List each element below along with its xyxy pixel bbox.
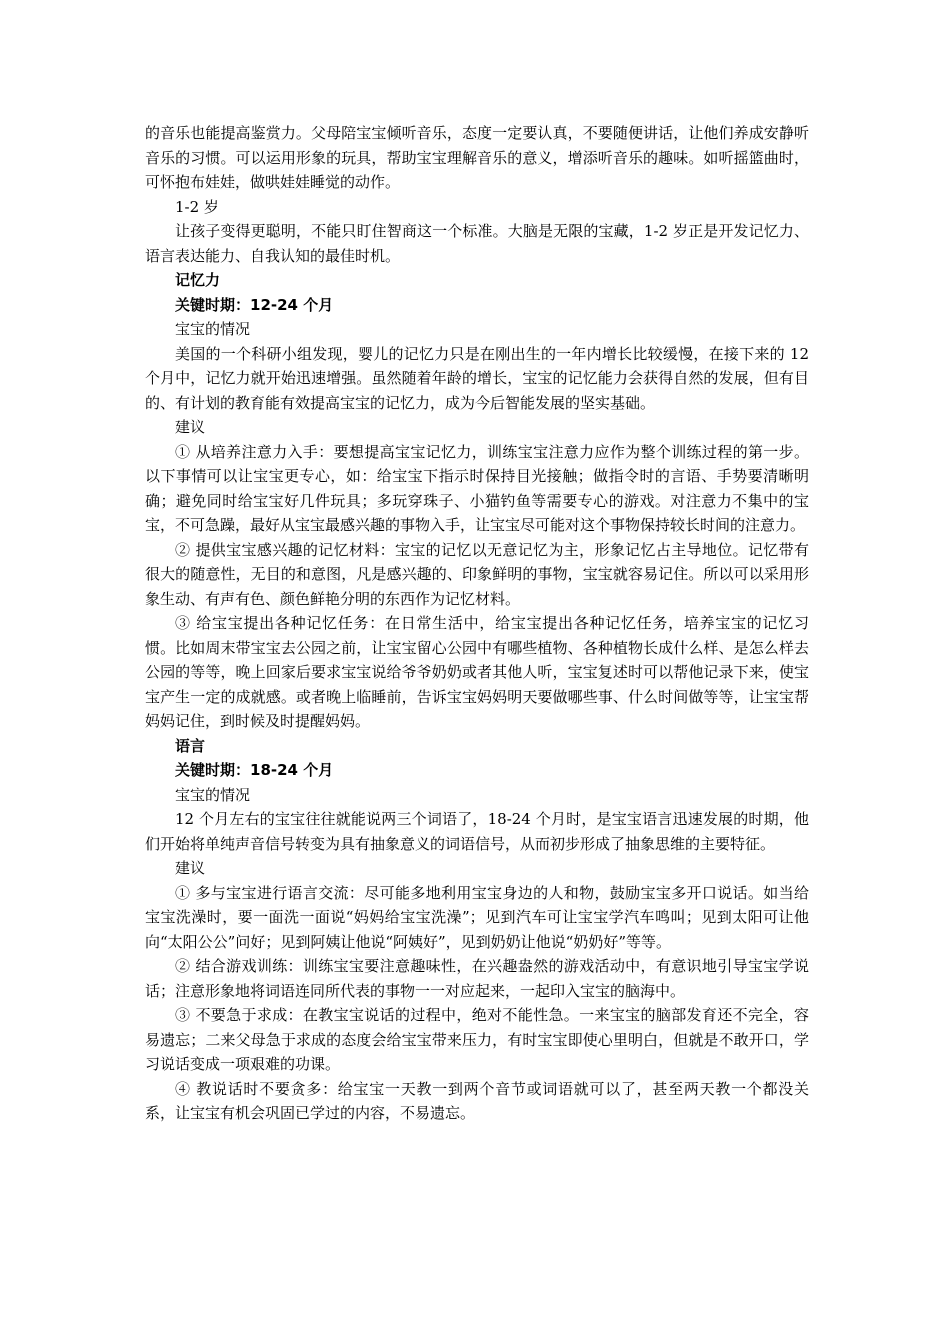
language-advice-item: ① 多与宝宝进行语言交流：尽可能多地利用宝宝身边的人和物，鼓励宝宝多开口说话。如当给宝宝洗澡时，要一面洗一面说“妈妈给宝宝洗澡”；见到汽车可让宝宝学汽车鸣叫；见到太阳可让他向“太阳公公”问好；见到阿姨让他说“阿姨好”，见到奶奶让他说“奶奶好”等等。: [145, 883, 809, 951]
age-intro-paragraph: 让孩子变得更聪明，不能只盯住智商这一个标准。大脑是无限的宝藏，1-2 岁正是开发记忆力、语言表达能力、自我认知的最佳时机。: [145, 222, 809, 265]
memory-situation-text: 美国的一个科研小组发现，婴儿的记忆力只是在刚出生的一年内增长比较缓慢，在接下来的 12 个月中，记忆力就开始迅速增强。虽然随着年龄的增长，宝宝的记忆能力会获得自然的发展，但有目的、有计划的教育能有效提高宝宝的记忆力，成为今后智能发展的坚实基础。: [145, 344, 809, 412]
memory-title: 记忆力: [175, 271, 221, 289]
language-title: 语言: [175, 736, 206, 755]
language-situation-label: 宝宝的情况: [175, 785, 251, 804]
intro-paragraph: 的音乐也能提高鉴赏力。父母陪宝宝倾听音乐，态度一定要认真，不要随便讲话，让他们养成安静听音乐的习惯。可以运用形象的玩具，帮助宝宝理解音乐的意义，增添听音乐的趣味。如听摇篮曲时，可怀抱布娃娃，做哄娃娃睡觉的动作。: [145, 124, 809, 191]
memory-advice-item: ② 提供宝宝感兴趣的记忆材料：宝宝的记忆以无意记忆为主，形象记忆占主导地位。记忆带有很大的随意性，无目的和意图，凡是感兴趣的、印象鲜明的事物，宝宝就容易记住。所以可以采用形象生动、有声有色、颜色鲜艳分明的东西作为记忆材料。: [145, 540, 809, 608]
age-heading: 1-2 岁: [175, 197, 219, 216]
language-situation-text: 12 个月左右的宝宝往往就能说两三个词语了，18-24 个月时，是宝宝语言迅速发展的时期，他们开始将单纯声音信号转变为具有抽象意义的词语信号，从而初步形成了抽象思维的主要特征。: [145, 810, 809, 853]
memory-situation-label: 宝宝的情况: [175, 320, 251, 338]
document-page: [145, 121, 809, 1126]
language-advice-item: ③ 不要急于求成：在教宝宝说话的过程中，绝对不能性急。一来宝宝的脑部发育还不完全，容易遗忘；二来父母急于求成的态度会给宝宝带来压力，有时宝宝即使心里明白，但就是不敢开口，学习说话变成一项艰难的功课。: [145, 1006, 809, 1073]
language-advice-label: 建议: [175, 859, 206, 877]
memory-advice-item: ① 从培养注意力入手：要想提高宝宝记忆力，训练宝宝注意力应作为整个训练过程的第一步。以下事情可以让宝宝更专心，如：给宝宝下指示时保持目光接触；做指令时的言语、手势要清晰明确；避免同时给宝宝好几件玩具；多玩穿珠子、小猫钓鱼等需要专心的游戏。对注意力不集中的宝宝，不可急躁，最好从宝宝最感兴趣的事物入手，让宝宝尽可能对这个事物保持较长时间的注意力。: [145, 442, 809, 534]
language-advice-item: ② 结合游戏训练：训练宝宝要注意趣味性，在兴趣盎然的游戏活动中，有意识地引导宝宝学说话；注意形象地将词语连同所代表的事物一一对应起来，一起印入宝宝的脑海中。: [145, 957, 809, 1000]
memory-critical-period: 关键时期：12-24 个月: [175, 295, 334, 314]
memory-advice-label: 建议: [175, 418, 206, 436]
language-critical-period: 关键时期：18-24 个月: [175, 761, 334, 779]
language-advice-item: ④ 教说话时不要贪多：给宝宝一天教一到两个音节或词语就可以了，甚至两天教一个都没关系，让宝宝有机会巩固已学过的内容，不易遗忘。: [145, 1079, 809, 1122]
memory-advice-item: ③ 给宝宝提出各种记忆任务：在日常生活中，给宝宝提出各种记忆任务，培养宝宝的记忆习惯。比如周末带宝宝去公园之前，让宝宝留心公园中有哪些植物、各种植物长成什么样、是怎么样去公园的等等，晚上回家后要求宝宝说给爷爷奶奶或者其他人听，宝宝复述时可以帮他记录下来，使宝宝产生一定的成就感。或者晚上临睡前，告诉宝宝妈妈明天要做哪些事、什么时间做等等，让宝宝帮妈妈记住，到时候及时提醒妈妈。: [145, 614, 809, 730]
